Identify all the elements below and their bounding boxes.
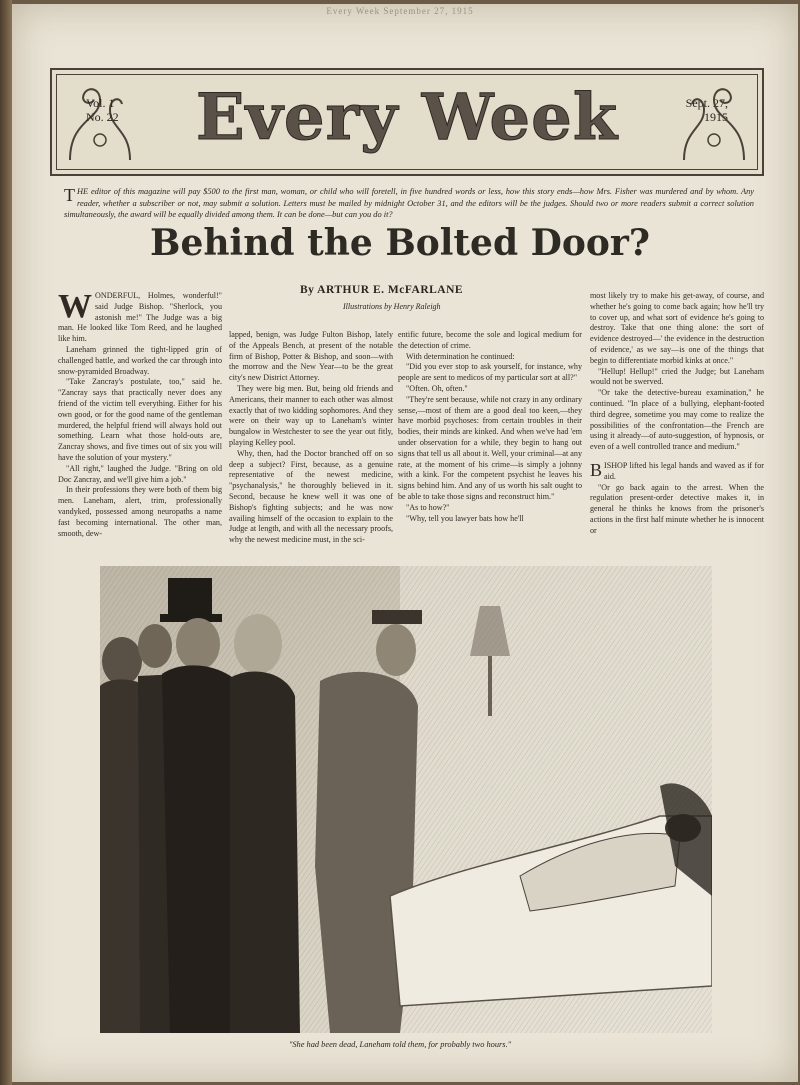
paragraph: "Often. Oh, often." [406,383,468,393]
issue-date-line2: 1915 [704,110,728,124]
paragraph: "All right," laughed the Judge. "Bring on old Doc Zancray, and we'll give him a job." [58,463,222,484]
paragraph: "They're sent because, while not crazy in any ordinary sense,—most of them are a good deal too keen,—they have morbid psychoses: from certain troubles in their bodies, their minds are kinked. And when we've had 'em under observation for a while, they begin to hang out signs that tell us all about it. Well, your criminal—at any rate, at the moment of his crime—is simply a johnny with a kink. For the competent psychist he leaves his signs behind him. And any of us worth his salt ought to be able to take those signs and reconstruct him." [398,394,582,501]
paragraph: "Why, tell you lawyer bats how he'll [406,513,524,523]
paragraph: entific future, become the sole and logical medium for the detection of crime. [398,330,582,350]
text-column-4 [590,291,764,537]
paragraph: "Did you ever stop to ask yourself, for instance, why people are sent to medicos of my particular sort at all?" [398,362,582,383]
drop-cap: B [590,459,603,480]
issue-date-line1: Sept. 27, [685,96,728,110]
paragraph: In their professions they were both of them big men. Laneham, alert, trim, professionally vandyked, possessed among neuropaths a name fast becoming international. The other man, smooth, dew- [58,485,222,538]
volume-number: Vol. 1 [86,96,115,110]
paragraph: With determination he continued: [406,351,515,361]
running-head: Every Week September 27, 1915 [326,6,474,16]
illustration-caption: "She had been dead, Laneham told them, for probably two hours." [288,1040,512,1049]
paragraph: They were big men. But, being old friends and Americans, their manner to each other was almost exactly that of two kidding sophomores. And they were on their way up to Laneham's winter bungalow in Westchester to see the year out fitly, playing Kelley pool. [229,383,393,447]
drop-cap: W [58,288,92,325]
text-column-1 [58,288,222,539]
paragraph: "Or go back again to the arrest. When the regulation present-order detective makes it, in general he thinks he knows from the prisoner's actions in the first half minute whether he is innocent or [590,482,764,535]
intro-text: HE editor of this magazine will pay $500 to the first man, woman, or child who will foretell, in five hundred words or less, how this story ends—how Mrs. Fisher was murdered and by whom. Any reader, whether a subscriber or not, may submit a solution. Letters must be mailed by midnight October 31, and the editors will be the judges. Should two or more readers submit a correct solution simultaneously, the award will be equally divided among them. It can be done—but can you do it? [64,187,754,219]
paragraph [590,461,764,483]
book-spine [0,0,12,1085]
lead-text: ISHOP lifted his legal hands and waved as if for aid. [604,460,764,481]
paragraph: Why, then, had the Doctor branched off on so deep a subject? First, because, as a genuine representative of the newest medicine, "psychanalysis," he thoroughly believed in it. Second, because he knew well it was one of Bishop's fighting subjects; and he was now availing himself of the occasion to explain to the Judge at length, and with all the necessary proofs, why the newest medicine must, in the sci- [229,448,393,545]
intro-drop-cap: T [64,185,75,205]
paragraph [58,288,222,345]
paragraph: Laneham grinned the tight-lipped grin of challenged battle, and worked the car through into snow-pyramided Broadway. [58,344,222,376]
paragraph: most likely try to make his get-away, of course, and whether he's going to come back again; how he'll try to cover up, and what sort of evidence he's going to destroy. Take that one thing alone: the sort of evidence destroyed—' the evidence in the destruction of evidence,' as we say—is one of the things that begin to differentiate morbid kinks at once." [590,291,764,365]
paragraph: "As to how?" [406,502,450,512]
story-headline: Behind the Bolted Door? [150,222,650,264]
paragraph: "Hellup! Hellup!" cried the Judge; but Laneham would not be swerved. [590,366,764,387]
contest-intro [64,186,754,221]
lead-text: ONDERFUL, Holmes, wonderful!" said Judge Bishop. "Sherlock, you astonish me!" The Judge was a big man. He looked like Tom Reed, and he laughed like him. [58,291,222,344]
illustration-credit: Illustrations by Henry Raleigh [343,302,441,311]
issue-number: No. 22 [86,110,119,124]
paragraph: "Or take the detective-bureau examination," he continued. "In place of a bullying, elephant-footed third degree, sometime you may come to realize the possibilities of the confrontation—the French are using it already—of auto-suggestion, of hypnosis, or even of a well controlled trance and medium." [590,388,764,452]
paragraph: lapped, benign, was Judge Fulton Bishop, lately of the Appeals Bench, at present of the notable firm of Bishop, Potter & Bishop, and soon—with the morrow and the New Year—to be the great city's new District Attorney. [229,330,393,383]
byline: By ARTHUR E. McFARLANE [300,284,464,296]
text-column-3 [398,330,582,524]
masthead-title: Every Week [195,80,619,155]
paragraph: "Take Zancray's postulate, too," said he. "Zancray says that practically never does any friend of the victim tell everything. Either for his own good, or for the good name of the gentleman murdered, the helpful friend will always hold out something. Learn what those hold-outs are, Zancray shows, and five times out of six you will have the solution of your mystery." [58,377,222,462]
story-illustration [100,566,712,1033]
text-column-2 [229,330,393,546]
volume-info [86,96,119,124]
scroll-ornament-icon [674,80,754,166]
masthead [50,68,764,176]
